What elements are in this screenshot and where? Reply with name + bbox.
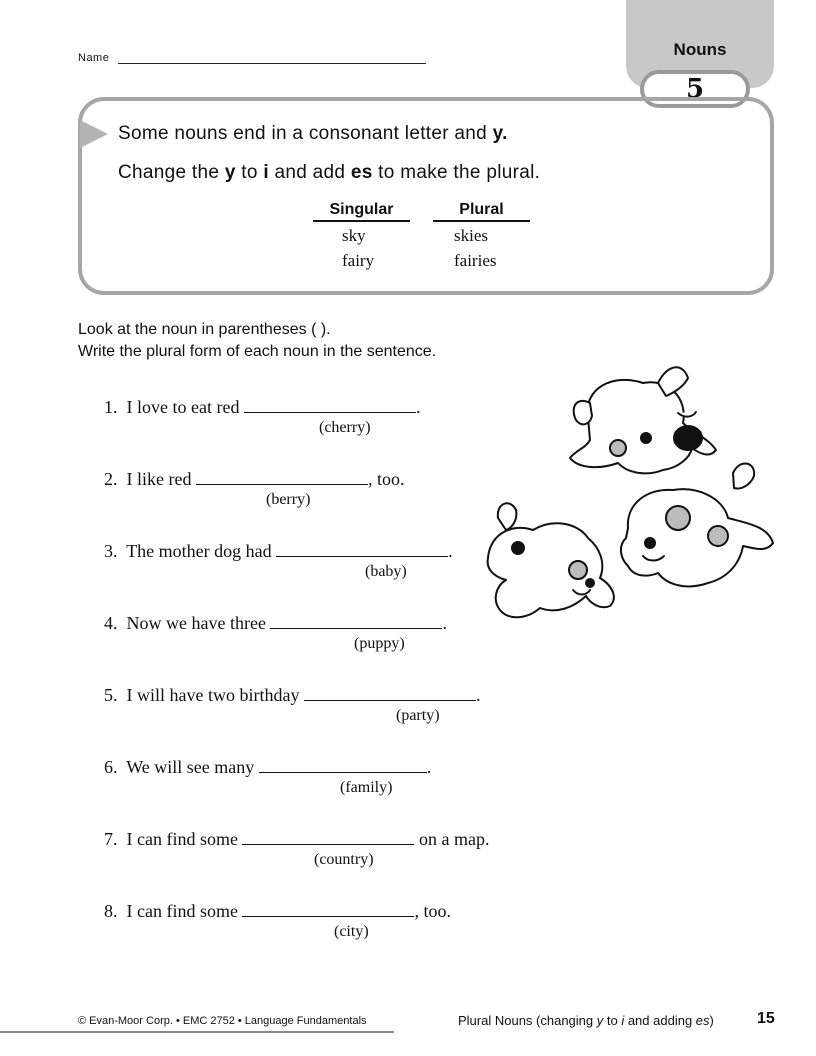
footer-copyright: © Evan-Moor Corp. • EMC 2752 • Language Fundamentals bbox=[78, 1015, 367, 1027]
footer-rule bbox=[0, 1031, 394, 1033]
example-plural: skies bbox=[454, 226, 488, 245]
question-7: 7. I can find some on a map. bbox=[104, 829, 490, 849]
noun-hint: (city) bbox=[334, 923, 369, 940]
puppy-drawing bbox=[570, 367, 716, 473]
noun-hint: (berry) bbox=[266, 491, 311, 508]
singular-header: Singular bbox=[313, 201, 410, 222]
answer-blank[interactable] bbox=[196, 470, 368, 485]
noun-hint: (country) bbox=[314, 851, 374, 868]
arrow-icon bbox=[80, 120, 108, 148]
noun-hint: (family) bbox=[340, 779, 393, 796]
puppy-drawing bbox=[621, 463, 773, 586]
instruction-line: Look at the noun in parentheses ( ). bbox=[78, 321, 331, 338]
page-number: 15 bbox=[757, 1010, 775, 1027]
unit-title: Nouns bbox=[673, 40, 727, 59]
answer-blank[interactable] bbox=[242, 830, 414, 845]
answer-blank[interactable] bbox=[244, 398, 416, 413]
name-field-line[interactable] bbox=[118, 63, 426, 64]
footer-topic: Plural Nouns (changing y to i and adding es) bbox=[458, 1013, 714, 1028]
answer-blank[interactable] bbox=[276, 542, 448, 557]
noun-hint: (cherry) bbox=[319, 419, 371, 436]
puppy-drawing bbox=[488, 503, 614, 617]
question-4: 4. Now we have three . bbox=[104, 613, 447, 633]
answer-blank[interactable] bbox=[259, 758, 427, 773]
question-1: 1. I love to eat red . bbox=[104, 397, 421, 417]
noun-hint: (party) bbox=[396, 707, 440, 724]
example-singular: sky bbox=[342, 226, 366, 245]
answer-blank[interactable] bbox=[242, 902, 414, 917]
unit-number-badge: 5 bbox=[640, 70, 750, 108]
question-5: 5. I will have two birthday . bbox=[104, 685, 481, 705]
example-singular: fairy bbox=[342, 251, 375, 270]
name-label: Name bbox=[78, 52, 110, 64]
question-2: 2. I like red , too. bbox=[104, 469, 405, 489]
plural-header: Plural bbox=[433, 201, 530, 222]
question-6: 6. We will see many . bbox=[104, 757, 432, 777]
puppies-illustration bbox=[478, 358, 778, 648]
question-3: 3. The mother dog had . bbox=[104, 541, 453, 561]
noun-hint: (puppy) bbox=[354, 635, 405, 652]
instruction-line: Write the plural form of each noun in the sentence. bbox=[78, 343, 437, 360]
answer-blank[interactable] bbox=[304, 686, 476, 701]
answer-blank[interactable] bbox=[270, 614, 442, 629]
example-plural: fairies bbox=[454, 251, 497, 270]
rule-line-2: Change the y to i and add es to make the plural. bbox=[118, 162, 541, 183]
question-8: 8. I can find some , too. bbox=[104, 901, 451, 921]
noun-hint: (baby) bbox=[365, 563, 407, 580]
rule-line-1: Some nouns end in a consonant letter and y. bbox=[118, 123, 508, 144]
